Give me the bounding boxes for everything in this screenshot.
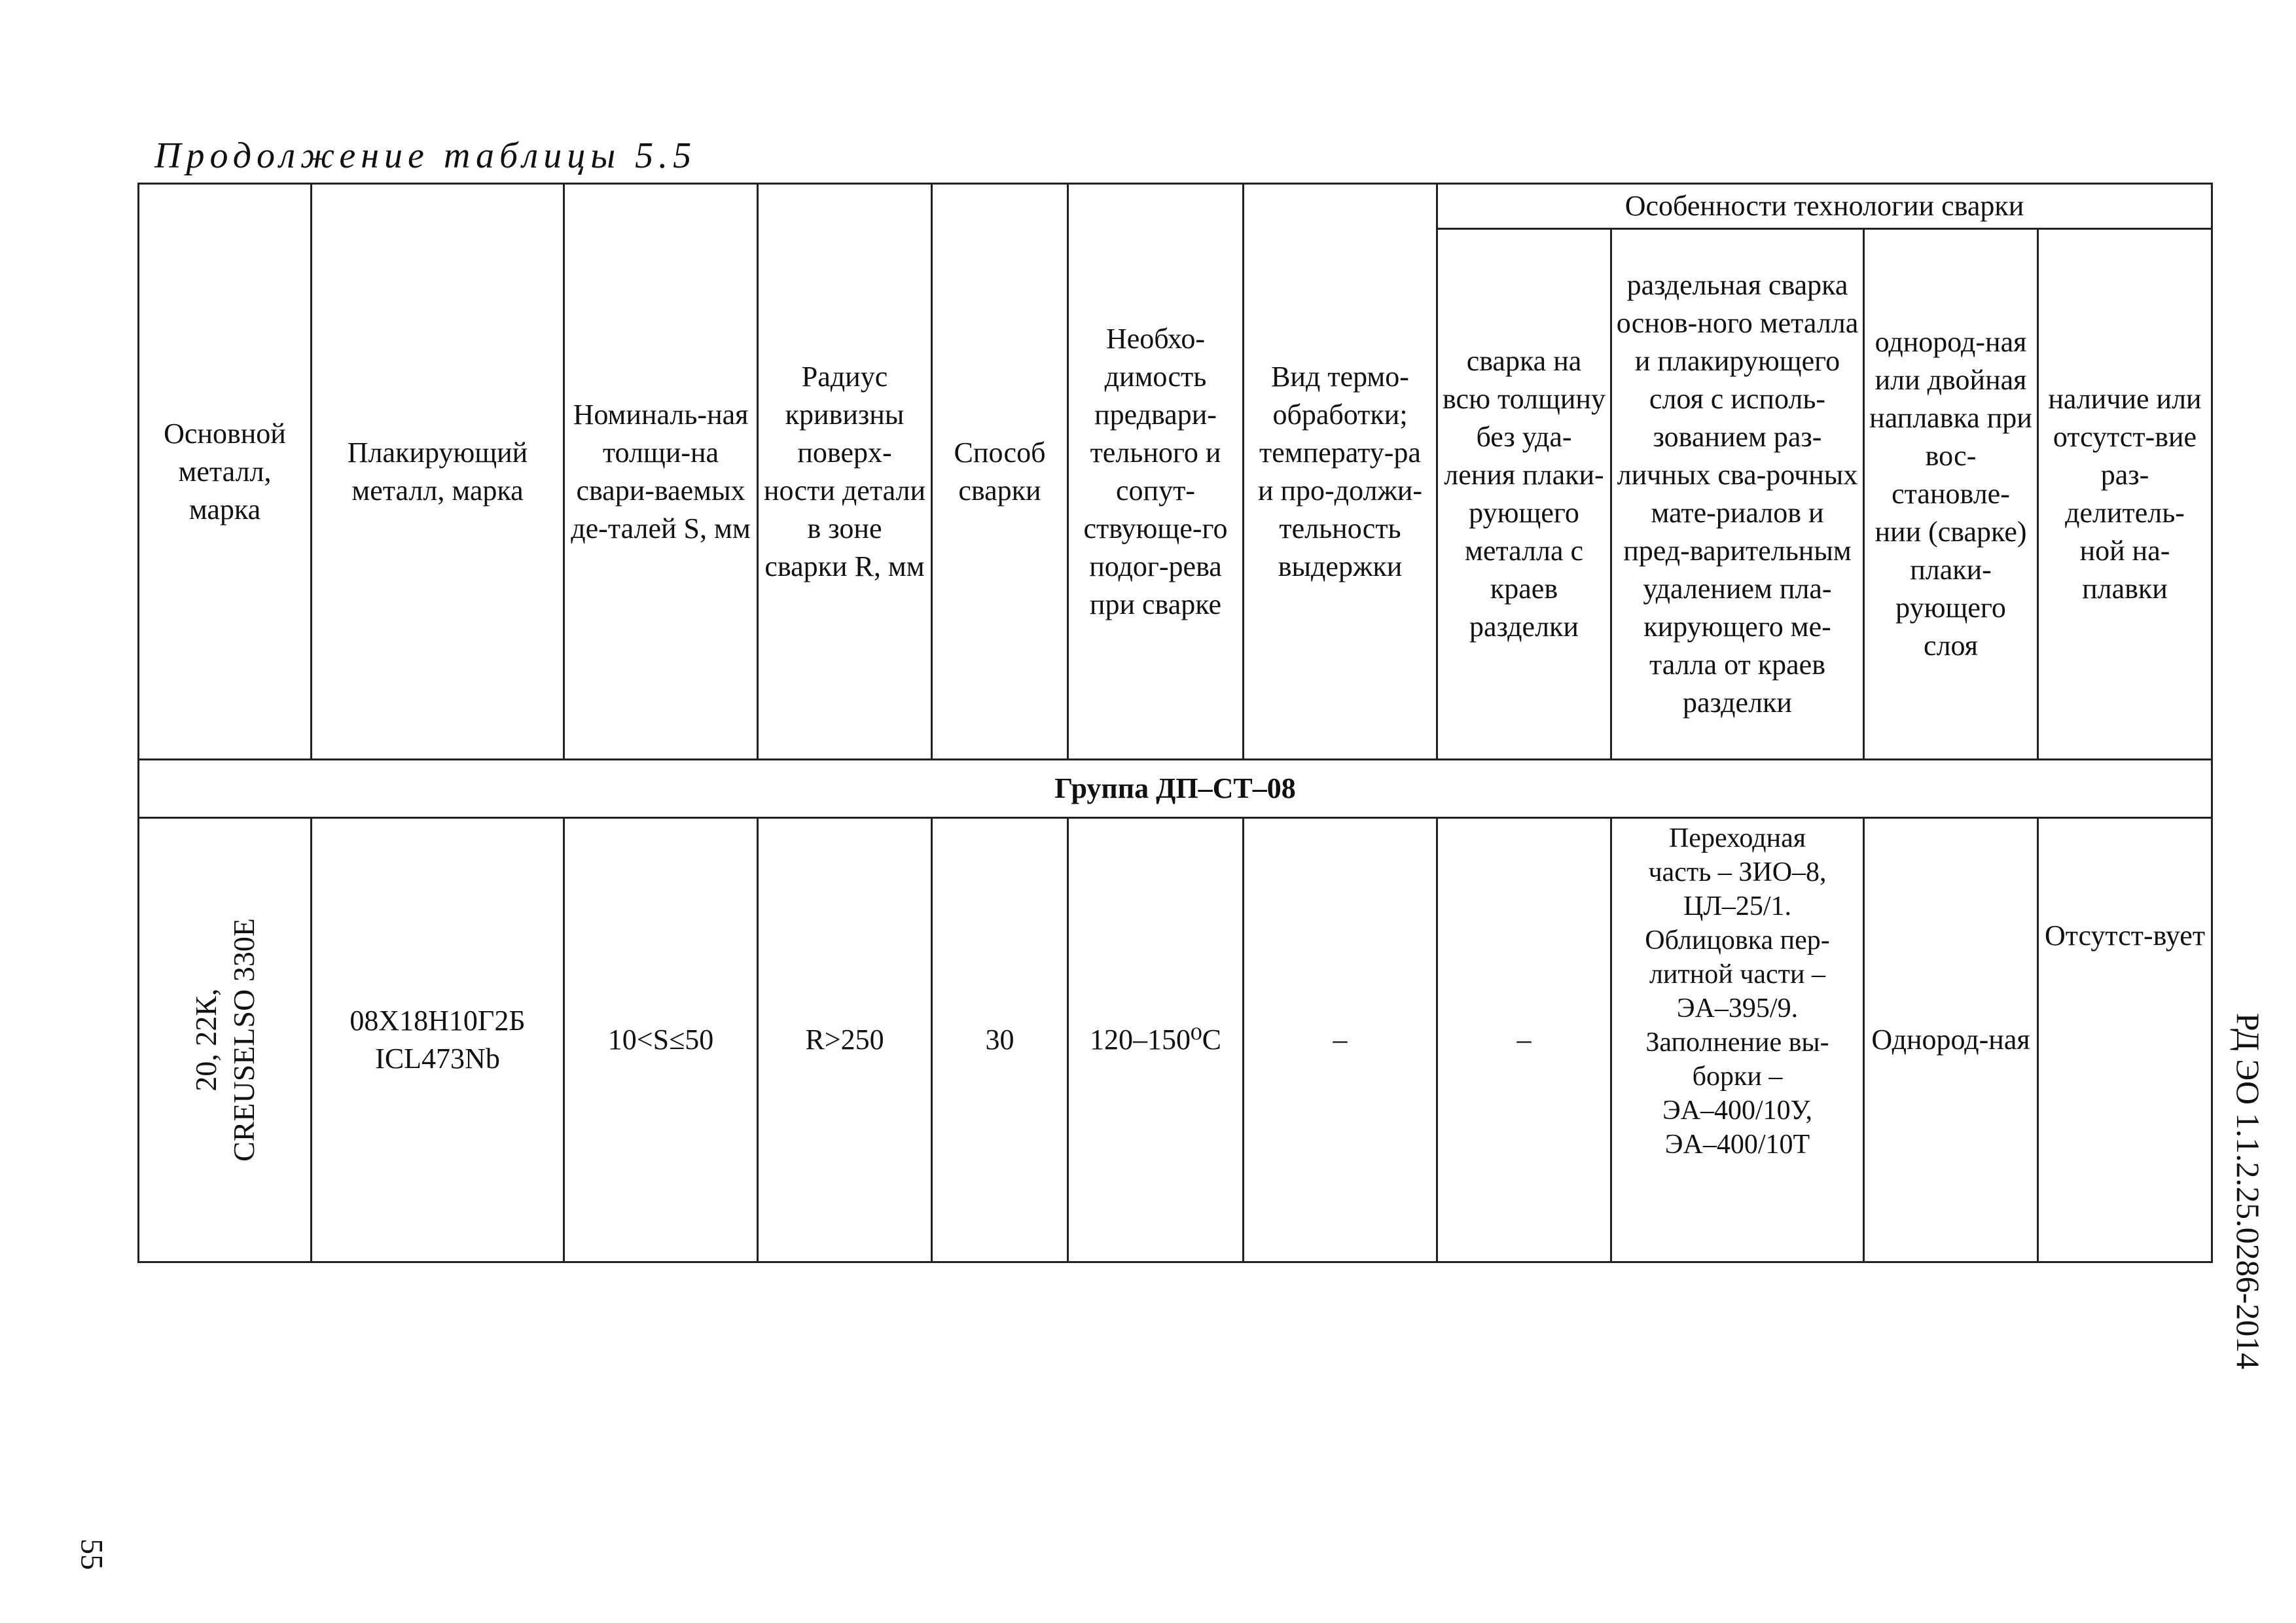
cell-method: 30: [932, 818, 1068, 1262]
header-base-metal: Основной металл, марка: [139, 184, 312, 760]
cell-radius: R>250: [758, 818, 932, 1262]
header-row-1: [139, 184, 2212, 229]
separate-line: ЭА–400/10Т: [1664, 1130, 1810, 1160]
header-separate-welding: раздельная сварка основ-ного металла и плакирующего слоя с исполь-зованием раз-личных сва-рочных мате-риалов и пред-варительным удалением пла-кирующего ме-талла от краев разделки: [1611, 229, 1864, 760]
header-method: Способ сварки: [932, 184, 1068, 760]
separate-line: часть – ЗИО–8,: [1648, 857, 1827, 887]
separate-line: Заполнение вы-: [1645, 1027, 1829, 1058]
header-thickness: Номиналь-ная толщи-на свари-ваемых де-талей S, мм: [564, 184, 758, 760]
header-group-features: Особенности технологии сварки: [1437, 184, 2212, 229]
page-number-text: 55: [74, 1539, 109, 1570]
clad-line2: ICL473Nb: [375, 1043, 500, 1075]
base-metal-line1: 20, 22К,: [188, 988, 223, 1092]
header-overlay: однород-ная или двойная наплавка при вос-становле-нии (сварке) плаки-рующего слоя: [1864, 229, 2038, 760]
header-buffer: наличие или отсутст-вие раз-делитель-ной на-плавки: [2038, 229, 2212, 760]
cell-clad-metal: [312, 818, 564, 1262]
document-code: [2212, 1012, 2284, 1370]
separate-line: литной части –: [1649, 959, 1825, 990]
cell-separate-welding: [1611, 818, 1864, 1262]
table-row: [139, 818, 2212, 1262]
group-row: [139, 760, 2212, 818]
header-clad-metal: Плакирующий металл, марка: [312, 184, 564, 760]
cell-base-metal: [139, 818, 312, 1262]
separate-line: ЭА–395/9.: [1676, 993, 1799, 1024]
base-metal-line2: CREUSELSO 330E: [226, 918, 260, 1162]
separate-line: ЦЛ–25/1.: [1683, 891, 1791, 921]
cell-thickness: 10<S≤50: [564, 818, 758, 1262]
cell-full-thickness: –: [1437, 818, 1611, 1262]
group-title: Группа ДП–СТ–08: [139, 760, 2212, 818]
cell-overlay: Однород-ная: [1864, 818, 2038, 1262]
table-caption: Продолжение таблицы 5.5: [154, 135, 697, 176]
clad-line1: 08Х18Н10Г2Б: [350, 1005, 526, 1037]
welding-technology-table: [137, 183, 2213, 1263]
header-radius: Радиус кривизны поверх-ности детали в зоне сварки R, мм: [758, 184, 932, 760]
header-full-thickness: сварка на всю толщину без уда-ления плаки-рующего металла с краев разделки: [1437, 229, 1611, 760]
cell-heat-treatment: –: [1244, 818, 1437, 1262]
header-heat-treatment: Вид термо-обработки; температу-ра и про-должи-тельность выдержки: [1244, 184, 1437, 760]
document-code-text: РД ЭО 1.1.2.25.0286-2014: [2230, 1012, 2267, 1370]
separate-line: борки –: [1692, 1061, 1783, 1092]
cell-preheat: 120–150⁰С: [1068, 818, 1244, 1262]
page-number: [72, 1535, 111, 1574]
cell-buffer: Отсутст-вует: [2038, 818, 2212, 1262]
separate-line: ЭА–400/10У,: [1662, 1096, 1813, 1126]
separate-line: Облицовка пер-: [1645, 925, 1830, 955]
separate-line: Переходная: [1668, 823, 1806, 853]
header-preheat: Необхо-димость предвари-тельного и сопут-ствующе-го подог-рева при сварке: [1068, 184, 1244, 760]
